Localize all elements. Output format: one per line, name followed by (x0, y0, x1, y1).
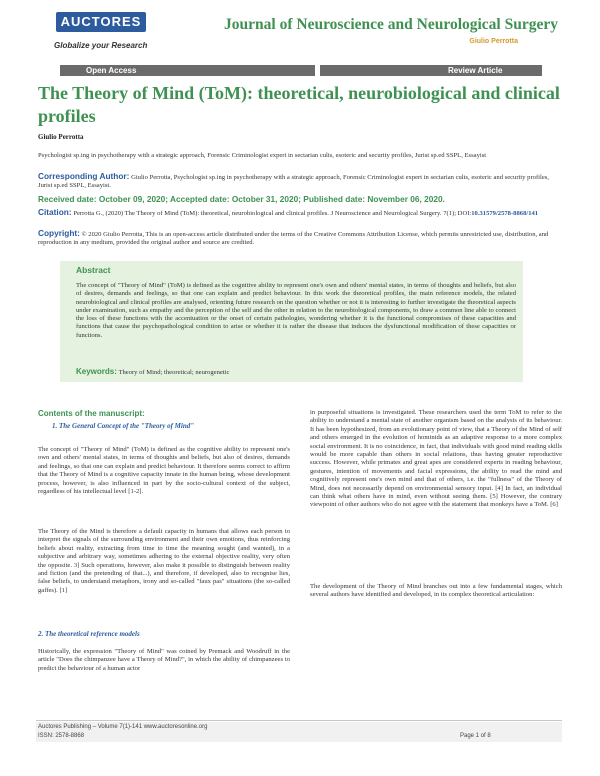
article-title: The Theory of Mind (ToM): theoretical, neurobiological and clinical profiles (38, 83, 560, 126)
journal-author: Giulio Perrotta (469, 38, 518, 45)
paragraph-3: Historically, the expression "Theory of Mind" was coined by Premack and Woodruff in the article "Does the chimpanzee have a Theory of Mind?", in which the ability of chimpanzees to predict the behaviour of a human actor (38, 648, 290, 672)
article-dates: Received date: October 09, 2020; Accepted date: October 31, 2020; Published date: November 06, 2020. (38, 194, 445, 204)
copyright-label: Copyright: (38, 228, 80, 238)
citation-label: Citation: (38, 207, 72, 217)
citation-doi-link[interactable]: 10.31579/2578-8868/141 (471, 210, 539, 217)
paragraph-5: The development of the Theory of Mind branches out into a few fundamental stages, which several authors have identified and developed, in its complex theoretical articulation: (310, 583, 562, 599)
author-affiliation: Psychologist sp.ing in psychotherapy with a strategic approach, Forensic Criminologist expert in sectarian cults, esoteric and security profiles, Jurist sp.ed SSPL, Essayist (38, 152, 487, 159)
publisher-logo: AUCTORES (60, 14, 142, 29)
article-author: Giulio Perrotta (38, 133, 84, 141)
abstract-heading: Abstract (76, 265, 111, 275)
section-2-heading: 2. The theoretical reference models (38, 630, 140, 638)
section-1-heading: 1. The General Concept of the "Theory of Mind" (52, 422, 195, 430)
article-type-label: Review Article (448, 66, 503, 75)
footer-divider (36, 720, 562, 721)
paragraph-2: The Theory of the Mind is therefore a default capacity in humans that allows each person to interpret the signals of the surrounding environment and their own emotions, thus reinforcing beliefs about reality, extracting from time to time the meaning sought (and wanted), in a subjective and arbitrary way, sometimes adhering to the external objective reality, very often the opposite. 3] Such operations, however, also make it possible to distinguish between reality and fiction (and the pretending of that...), and therefore, if developed, also to recognise lies, false beliefs, to understand metaphors, irony and so-called "faux pas" situations (the so-called gaffes). [1] (38, 528, 290, 594)
citation-text: Perrotta G., (2020) The Theory of Mind (ToM): theoretical, neurobiological and clinical profiles. J Neuroscience and Neurological Surgery. 7(1); DOI: (73, 210, 472, 217)
publisher-tagline: Globalize your Research (54, 41, 148, 50)
open-access-label: Open Access (86, 66, 137, 75)
contents-heading: Contents of the manuscript: (38, 409, 145, 418)
footer-issn: ISSN: 2578-8868 (38, 733, 85, 739)
corresponding-author-label: Corresponding Author: (38, 171, 130, 181)
footer-publisher-line: Auctores Publishing – Volume 7(1)-141 www.auctoresonline.org (38, 724, 208, 730)
paragraph-1: The concept of "Theory of Mind" (ToM) is defined as the cognitive ability to represent one's own and others' mental states, in terms of thoughts and beliefs, but also of desires, demands and feelings, so that one can explain and predict behaviour. It therefore seems correct to affirm that the Theory of Mind is a cognitive capacity innate in the human being, whose development process, however, is also influenced in part by the socio-cultural context of the subject, regardless of his intellectual level [1-2]. (38, 446, 290, 496)
dates-block (38, 195, 558, 205)
footer-page-number: Page 1 of 8 (460, 733, 491, 739)
copyright-block (38, 229, 558, 248)
corresponding-author-block (38, 172, 558, 191)
corresponding-author-text: Giulio Perrotta, Psychologist sp.ing in psychotherapy with a strategic approach, Forensic Criminologist expert in sectarian cults, esoteric and security profiles, Jurist sp.ed SSPL, Essayist. (38, 174, 549, 190)
keywords-line (76, 367, 229, 376)
abstract-body: The concept of "Theory of Mind" (ToM) is defined as the cognitive ability to represent one's own and others' mental states, in terms of thoughts and beliefs, but also of desires, demands and feelings, so that one can explain and predict behaviour. In this work the theoretical profiles, the main reference models, the related neurobiological and clinical profiles are analysed, orienting future research on the question whether or not it is interesting to further investigate the theoretical aspects under examination, such as empathy and the perception of the self and the other in relation to the neurobiological components, to draw a common line able to connect the loss of these functions with the accentuation or the onset of certain pathologies, wondering whether it is the functional compromises of these capacities and functions that cause the psychopathological condition to arise or whether it is rather the disease that induces the dysfunctional modification of these capacities or functions. (76, 282, 516, 339)
article-type-bar (320, 65, 542, 76)
journal-title: Journal of Neuroscience and Neurological Surgery (224, 16, 558, 33)
keywords-label: Keywords: (76, 367, 117, 376)
citation-block (38, 208, 558, 218)
paragraph-4: in purposeful situations is investigated. These researchers used the term ToM to refer to the ability to understand a mental state of another organism based on the analysis of its behaviour. It has been hypothesized, from an evolutionary point of view, that a Theory of the Mind of self and others emerged in the evolution of hominids as an adaptive response to a more complex social environment. It is no coincidence, in fact, that individuals with good mind reading skills would be more capable than others in social relations, thus having greater reproductive success. However, while primates and great apes are considered experts in reading behaviour, gestures, intention of movements and facial expressions, the ability to read the mind and cognitively represent one's own mind and that of others, i.e. the "fullness" of the Theory of Mind, does not necessarily depend on environmental sensory input. [4] In fact, an individual can think what others have in mind, even without seeing them. [5] However, the contrary viewpoint of other authors who do not agree with the statement that monkeys have a ToM. [6] (310, 409, 562, 509)
copyright-text: © 2020 Giulio Perrotta, This is an open-access article distributed under the terms of the Creative Commons Attribution License, which permits unrestricted use, distribution, and reproduction in any medium, provided the original author and source are credited. (38, 231, 549, 247)
keywords-text: Theory of Mind; theoretical; neurogenetic (118, 369, 230, 376)
